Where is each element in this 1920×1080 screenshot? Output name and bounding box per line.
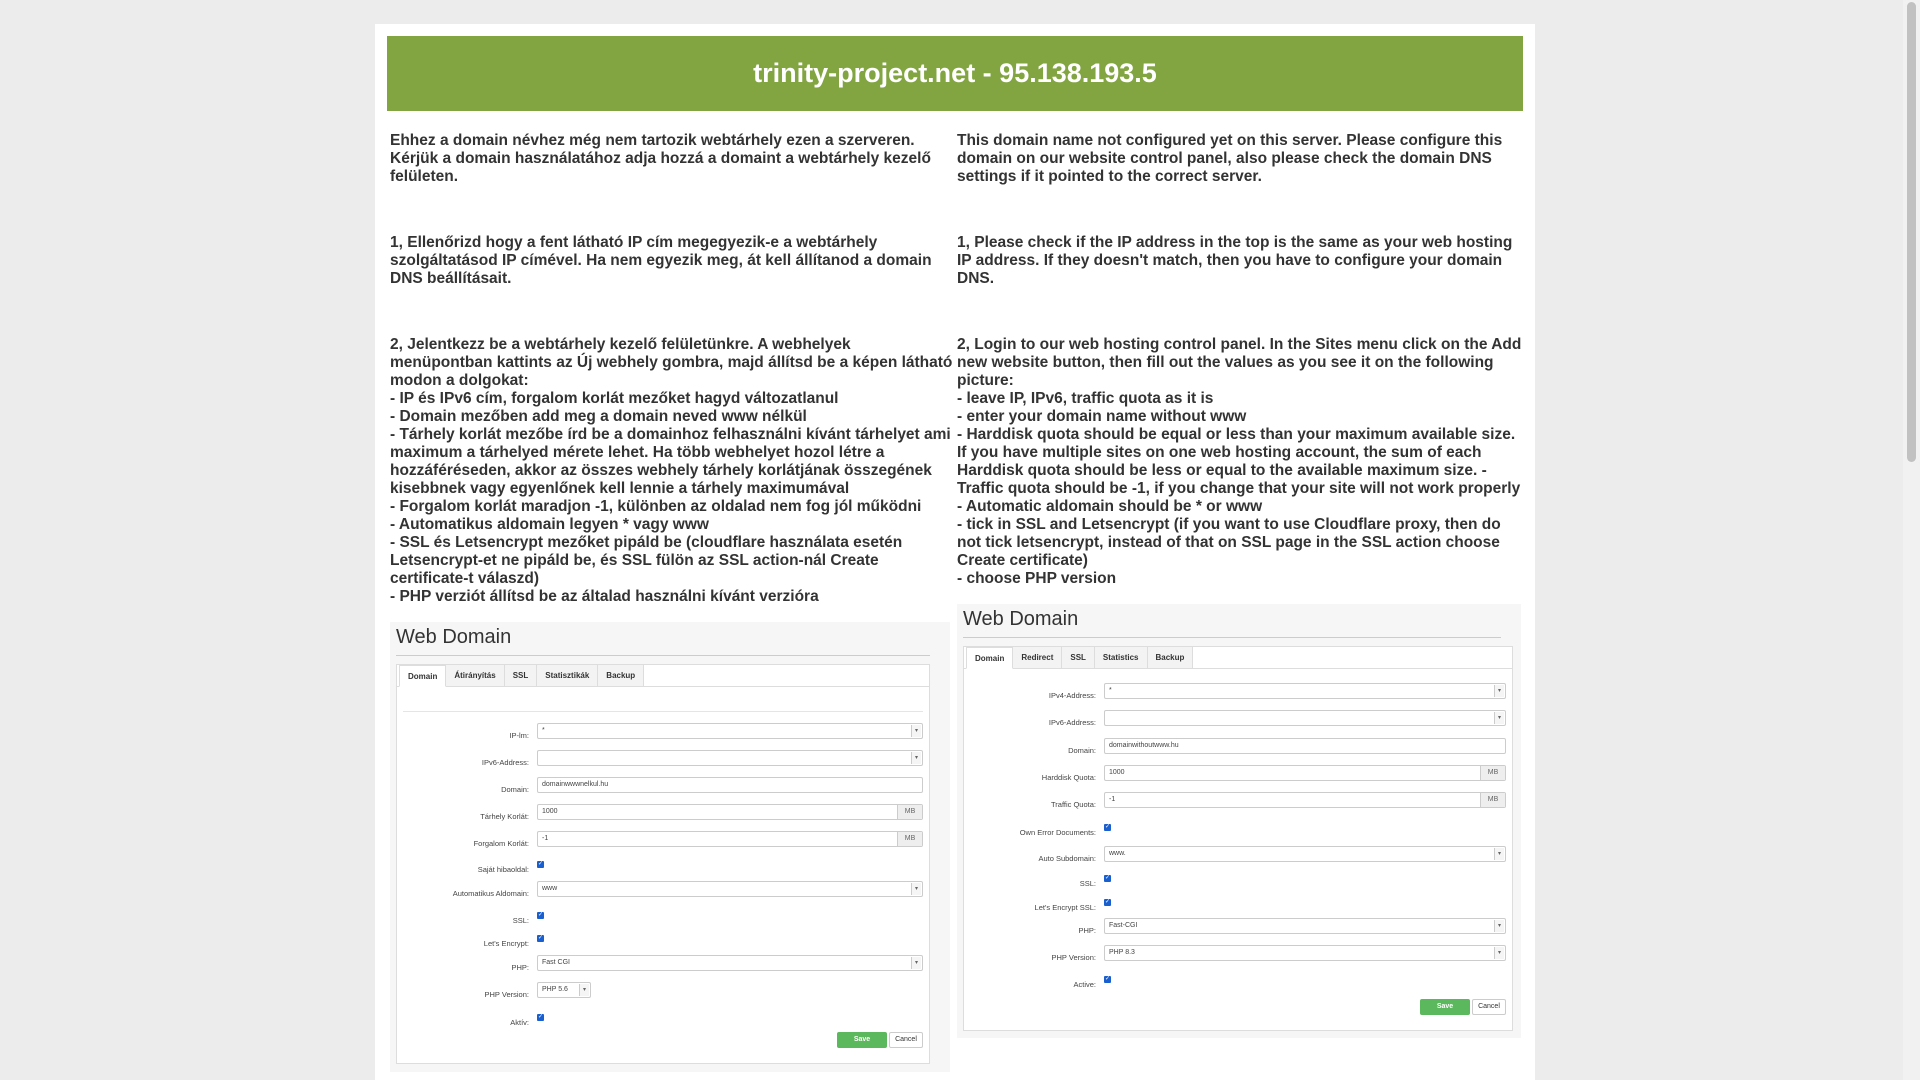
field-label: Saját hibaoldal:	[477, 865, 529, 874]
php-select: Fast CGI ▾	[537, 955, 923, 971]
field-label: IPv6-Address:	[1048, 718, 1096, 727]
chevron-down-icon: ▾	[911, 752, 921, 764]
chevron-down-icon: ▾	[1494, 712, 1504, 724]
en-bullet: - enter your domain name without www	[957, 408, 1247, 425]
domain-row	[964, 738, 1512, 754]
hu-bullet: - Tárhely korlát mezőbe írd be a domainhoz felhasználni kívánt tárhelyet ami maximum a tárhelyed mérete lehet. Ha több webhelyet hozol létre a hozzáféréseden, akkor az összes webhely tárhely korlátjának összegének kisebbnek vagy egyenlőnek kell lennie a tárhely maximumával	[390, 426, 951, 497]
subdomain-select: www ▾	[537, 881, 923, 897]
cancel-button: Cancel	[1472, 999, 1506, 1015]
chevron-down-icon: ▾	[911, 957, 921, 969]
tab-domain: Domain	[399, 665, 446, 687]
hu-bullet: - SSL és Letsencrypt mezőket pipáld be (cloudflare használata esetén Letsencrypt-et ne pipáld be, és SSL fülön az SSL action-nál Create certificate-t válaszd)	[390, 534, 903, 587]
chevron-down-icon: ▾	[579, 984, 589, 996]
page-title: trinity-project.net - 95.138.193.5	[753, 58, 1157, 88]
hu-bullet: - PHP verziót állítsd be az általad használni kívánt verzióra	[390, 588, 819, 605]
ipv4-row	[964, 683, 1512, 699]
field-label: PHP Version:	[484, 990, 529, 999]
domain-input: domainwwwnelkul.hu	[537, 777, 923, 793]
field-label: Domain:	[501, 785, 529, 794]
field-label: Forgalom Korlát:	[473, 839, 529, 848]
phpver-row	[964, 945, 1512, 961]
field-label: Own Error Documents:	[1019, 828, 1096, 837]
tab-bar	[964, 647, 1512, 669]
phpver-row	[397, 982, 929, 998]
en-bullet: - Harddisk quota should be equal or less than your maximum available size. If you have multiple sites on one web hosting account, the sum of each Harddisk quota should be less or equal to the available maximum size. - Traffic quota should be -1, if you change that your site will not work properly	[957, 426, 1521, 497]
hu-step-2: 2, Jelentkezz be a webtárhely kezelő felületünkre. A webhelyek menüpontban kattints az Új webhely gombra, majd állítsd be a képen látható modon a dolgokat:	[390, 336, 953, 389]
quota-row	[397, 804, 929, 820]
errordocs-row	[964, 820, 1512, 836]
en-step-2: 2, Login to our web hosting control panel. In the Sites menu click on the Add new website button, then fill out the values as you see it on the following picture:	[957, 336, 1522, 389]
chevron-down-icon: ▾	[1494, 947, 1504, 959]
shot-title: Web Domain	[963, 608, 1079, 630]
phpver-select: PHP 8.3 ▾	[1104, 945, 1506, 961]
field-label: Active:	[1073, 980, 1096, 989]
field-label: Harddisk Quota:	[1041, 773, 1096, 782]
save-button: Save	[1420, 999, 1470, 1015]
field-label: Traffic Quota:	[1050, 800, 1096, 809]
hu-example-screenshot	[390, 622, 950, 1072]
hu-intro: Ehhez a domain névhez még nem tartozik webtárhely ezen a szerveren. Kérjük a domain használatához adja hozzá a domaint a webtárhely kezelő felületen.	[390, 132, 931, 185]
php-row	[397, 955, 929, 971]
active-row	[964, 972, 1512, 988]
page-scrollbar[interactable]	[1903, 0, 1920, 1080]
letsencrypt-row	[397, 931, 929, 947]
field-label: IPv4-Address:	[1048, 691, 1096, 700]
tab-redirect: Átirányítás	[446, 665, 504, 686]
hu-bullet: - Forgalom korlát maradjon -1, különben az oldalad nem fog jól működni	[390, 498, 922, 515]
quota-input: 1000 MB	[537, 804, 923, 820]
en-example-screenshot	[957, 604, 1521, 1038]
web-domain-panel	[396, 664, 930, 1064]
chevron-down-icon: ▾	[1494, 685, 1504, 697]
checkbox-checked-icon: ✓	[537, 861, 544, 867]
field-label: IPv6-Address:	[481, 758, 529, 767]
scrollbar-thumb[interactable]	[1907, 2, 1916, 462]
subdomain-select: www. ▾	[1104, 846, 1506, 862]
ipv4-select: * ▾	[1104, 683, 1506, 699]
ipv6-select	[1104, 710, 1506, 726]
phpver-select: PHP 5.6 ▾	[537, 982, 591, 998]
ip-select: * ▾	[537, 723, 923, 739]
tab-ssl: SSL	[505, 665, 538, 686]
field-label: SSL:	[1079, 879, 1096, 888]
traffic-input: -1 MB	[1104, 792, 1506, 808]
ipv6-row	[964, 710, 1512, 726]
field-label: Let's Encrypt:	[483, 939, 529, 948]
field-label: Aktív:	[510, 1018, 529, 1027]
checkbox-checked-icon: ✓	[1104, 875, 1111, 881]
english-instructions	[957, 132, 1522, 1038]
en-step-1: 1, Please check if the IP address in the top is the same as your web hosting IP address. If they doesn't match, then you have to configure your domain DNS.	[957, 234, 1513, 287]
checkbox-checked-icon: ✓	[537, 912, 544, 918]
en-bullet: - tick in SSL and Letsencrypt (if you want to use Cloudflare proxy, then do not tick letsencrypt, instead of that on SSL page in the SSL action choose Create certificate)	[957, 516, 1501, 569]
traffic-row	[397, 831, 929, 847]
hu-bullet: - Automatikus aldomain legyen * vagy www	[390, 516, 709, 533]
cancel-button: Cancel	[889, 1032, 923, 1048]
hu-bullet: - Domain mezőben add meg a domain neved www nélkül	[390, 408, 807, 425]
traffic-row	[964, 792, 1512, 808]
checkbox-checked-icon: ✓	[1104, 824, 1111, 830]
field-label: PHP:	[511, 963, 529, 972]
chevron-down-icon: ▾	[911, 725, 921, 737]
field-label: Auto Subdomain:	[1038, 854, 1096, 863]
field-label: Tárhely Korlát:	[480, 812, 529, 821]
subdomain-row	[964, 846, 1512, 862]
checkbox-checked-icon: ✓	[1104, 976, 1111, 982]
active-row	[397, 1010, 929, 1026]
save-button: Save	[837, 1032, 887, 1048]
chevron-down-icon: ▾	[1494, 848, 1504, 860]
en-bullet: - leave IP, IPv6, traffic quota as it is	[957, 390, 1214, 407]
errordocs-row	[397, 857, 929, 873]
ipv6-row	[397, 750, 929, 766]
chevron-down-icon: ▾	[911, 883, 921, 895]
page-header	[387, 36, 1523, 111]
field-label: Let's Encrypt SSL:	[1034, 903, 1096, 912]
tab-ssl: SSL	[1062, 647, 1095, 668]
traffic-input: -1 MB	[537, 831, 923, 847]
tab-bar	[397, 665, 929, 687]
tab-backup: Backup	[1148, 647, 1194, 668]
field-label: IP-lm:	[509, 731, 529, 740]
ssl-row	[964, 871, 1512, 887]
hu-step-1: 1, Ellenőrizd hogy a fent látható IP cím megegyezik-e a webtárhely szolgáltatásod IP címével. Ha nem egyezik meg, át kell állítanod a domain DNS beállításait.	[390, 234, 932, 287]
checkbox-checked-icon: ✓	[1104, 899, 1111, 905]
ip-row	[397, 723, 929, 739]
en-bullet: - Automatic aldomain should be * or www	[957, 498, 1263, 515]
tab-statistics: Statisztikák	[537, 665, 598, 686]
en-intro: This domain name not configured yet on this server. Please configure this domain on our website control panel, also please check the domain DNS settings if it pointed to the correct server.	[957, 132, 1503, 185]
letsencrypt-row	[964, 895, 1512, 911]
field-label: PHP Version:	[1051, 953, 1096, 962]
field-label: PHP:	[1078, 926, 1096, 935]
quota-row	[964, 765, 1512, 781]
hungarian-instructions	[390, 132, 954, 1072]
shot-title: Web Domain	[396, 626, 512, 648]
hu-bullet: - IP és IPv6 cím, forgalom korlát mezőket hagyd változatlanul	[390, 390, 839, 407]
subdomain-row	[397, 881, 929, 897]
en-bullet: - choose PHP version	[957, 570, 1117, 587]
quota-input: 1000 MB	[1104, 765, 1506, 781]
checkbox-checked-icon: ✓	[537, 935, 544, 941]
tab-backup: Backup	[598, 665, 644, 686]
ssl-row	[397, 908, 929, 924]
web-domain-panel	[963, 646, 1513, 1031]
domain-input: domainwithoutwww.hu	[1104, 738, 1506, 754]
tab-domain: Domain	[966, 647, 1013, 669]
domain-row	[397, 777, 929, 793]
tab-redirect: Redirect	[1013, 647, 1062, 668]
field-label: Domain:	[1068, 746, 1096, 755]
chevron-down-icon: ▾	[1494, 920, 1504, 932]
checkbox-checked-icon: ✓	[537, 1014, 544, 1020]
page-container	[375, 24, 1535, 1080]
php-select: Fast-CGI ▾	[1104, 918, 1506, 934]
field-label: SSL:	[512, 916, 529, 925]
tab-statistics: Statistics	[1095, 647, 1148, 668]
ipv6-select	[537, 750, 923, 766]
field-label: Automatikus Aldomain:	[452, 889, 529, 898]
php-row	[964, 918, 1512, 934]
